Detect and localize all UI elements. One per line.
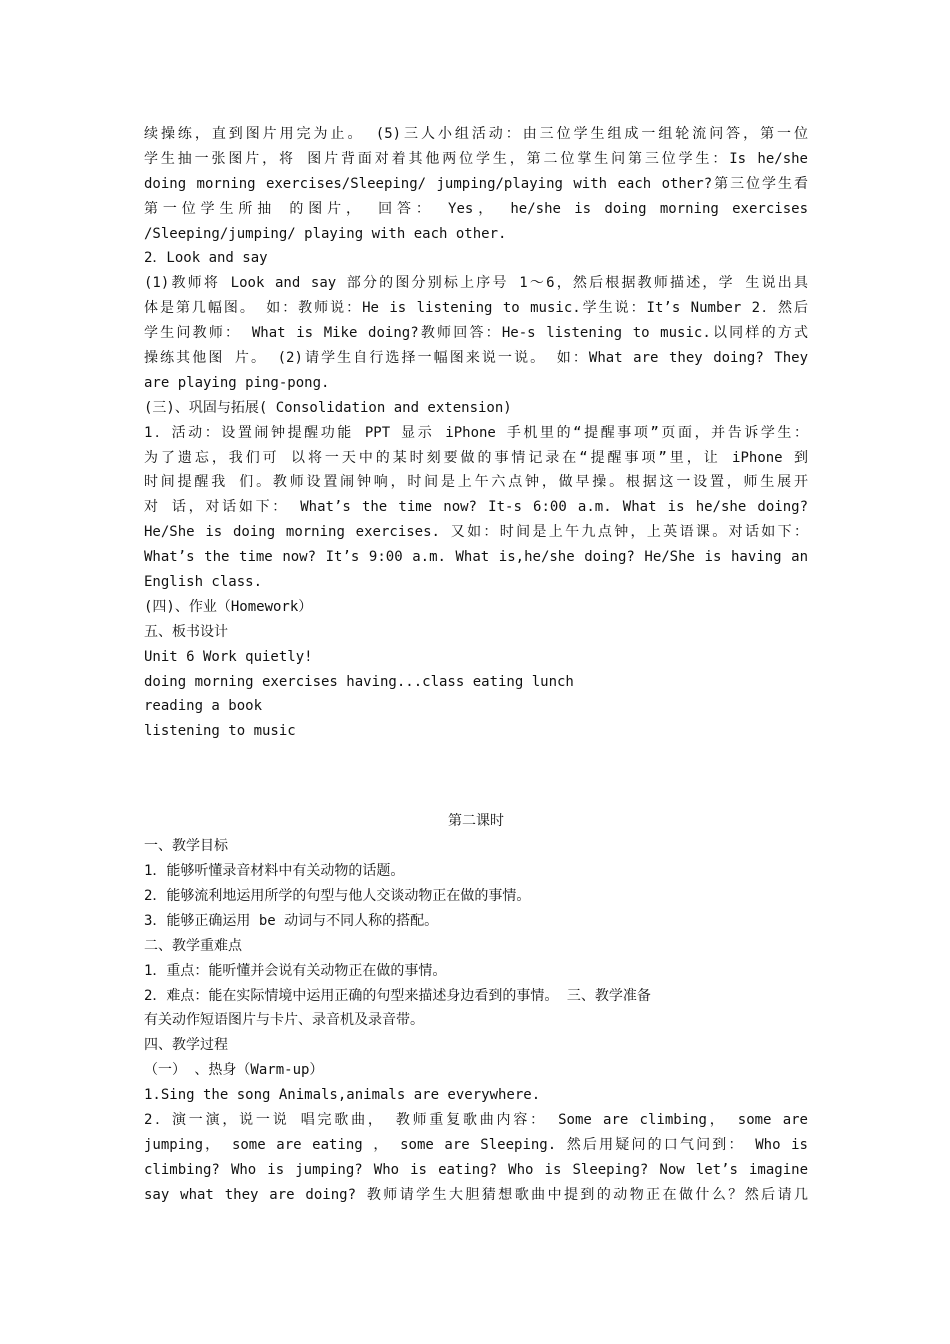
text-line: doing morning exercises/Sleeping/ jumping/playing with each other?第三位学生看 bbox=[144, 175, 808, 192]
document-page bbox=[144, 122, 808, 1208]
heading-teaching-process: 四、教学过程 bbox=[144, 1037, 228, 1054]
text-line: 2．能够流利地运用所学的句型与他人交谈动物正在做的事情。 bbox=[144, 887, 531, 904]
heading-homework: (四)、作业（Homework） bbox=[144, 598, 313, 615]
text-line: 2．演一演，说一说 唱完歌曲， 教师重复歌曲内容： Some are climbing， some are bbox=[144, 1111, 808, 1128]
heading-consolidation: (三)、巩固与拓展( Consolidation and extension) bbox=[144, 399, 512, 416]
text-line: 续操练，直到图片用完为止。 (5)三人小组活动：由三位学生组成一组轮流问答，第一位 bbox=[144, 126, 808, 142]
text-line: 2．难点：能在实际情境中运用正确的句型来描述身边看到的事情。 三、教学准备 bbox=[144, 987, 651, 1004]
text-line: English class. bbox=[144, 574, 263, 591]
heading-key-points: 二、教学重难点 bbox=[144, 937, 242, 954]
text-line: 对 话，对话如下： What’s the time now? It-s 6:00 a.m. What is he/she doing? bbox=[144, 499, 808, 516]
heading-board-design: 五、板书设计 bbox=[144, 623, 228, 640]
text-line: climbing? Who is jumping? Who is eating? Who is Sleeping? Now let’s imagine bbox=[144, 1161, 808, 1178]
board-line: listening to music bbox=[144, 723, 296, 740]
board-line: doing morning exercises having...class eating lunch bbox=[144, 673, 574, 690]
text-line: 3．能够正确运用 be 动词与不同人称的搭配。 bbox=[144, 912, 439, 929]
text-line: 1．活动：设置闹钟提醒功能 PPT 显示 iPhone 手机里的“提醒事项”页面，并告诉学生： bbox=[144, 424, 808, 441]
text-line: 为了遗忘，我们可 以将一天中的某时刻要做的事情记录在“提醒事项”里，让 iPhone 到 bbox=[144, 449, 808, 466]
text-line: 1．能够听懂录音材料中有关动物的话题。 bbox=[144, 863, 405, 880]
heading-look-and-say: 2．Look and say bbox=[144, 250, 268, 267]
text-line: /Sleeping/jumping/ playing with each other. bbox=[144, 225, 507, 242]
heading-warm-up: （一） 、热身（Warm-up） bbox=[144, 1062, 324, 1079]
text-line: 有关动作短语图片与卡片、录音机及录音带。 bbox=[144, 1012, 424, 1029]
text-line: 学生问教师： What is Mike doing?教师回答：He-s listening to music.以同样的方式 bbox=[144, 325, 808, 342]
text-line: 时间提醒我 们。教师设置闹钟响，时间是上午六点钟，做早操。根据这一设置，师生展开 bbox=[144, 474, 808, 491]
text-line: are playing ping-pong. bbox=[144, 374, 330, 391]
text-line: 操练其他图 片。 (2)请学生自行选择一幅图来说一说。 如：What are they doing? They bbox=[144, 350, 808, 367]
text-line: What’s the time now? It’s 9:00 a.m. What is,he/she doing? He/She is having an bbox=[144, 549, 808, 566]
board-line: reading a book bbox=[144, 698, 263, 715]
lesson-two bbox=[144, 834, 808, 1207]
text-line: 1．重点：能听懂并会说有关动物正在做的事情。 bbox=[144, 962, 447, 979]
heading-objectives: 一、教学目标 bbox=[144, 838, 228, 855]
board-unit-title: Unit 6 Work quietly! bbox=[144, 648, 313, 665]
text-line: (1)教师将 Look and say 部分的图分别标上序号 1～6，然后根据教师描述，学 生说出具 bbox=[144, 275, 808, 292]
text-line: 体是第几幅图。 如：教师说：He is listening to music.学生说：It’s Number 2．然后 bbox=[144, 300, 808, 317]
lesson-two-title: 第二课时 bbox=[448, 813, 504, 830]
lesson-one-continued bbox=[144, 122, 808, 744]
text-line: jumping， some are eating ， some are Sleeping. 然后用疑问的口气问到： Who is bbox=[144, 1136, 808, 1153]
text-line: say what they are doing? 教师请学生大胆猜想歌曲中提到的动物正在做什么？然后请几 bbox=[144, 1186, 808, 1203]
section-gap bbox=[144, 744, 808, 809]
text-line: He/She is doing morning exercises. 又如：时间是上午九点钟，上英语课。对话如下： bbox=[144, 524, 808, 541]
text-line: 1.Sing the song Animals,animals are everywhere. bbox=[144, 1087, 541, 1104]
text-line: 第一位学生所抽 的图片， 回答： Yes， he/she is doing morning exercises bbox=[144, 200, 808, 217]
text-line: 学生抽一张图片，将 图片背面对着其他两位学生，第二位掌生问第三位学生：Is he/she bbox=[144, 150, 808, 167]
